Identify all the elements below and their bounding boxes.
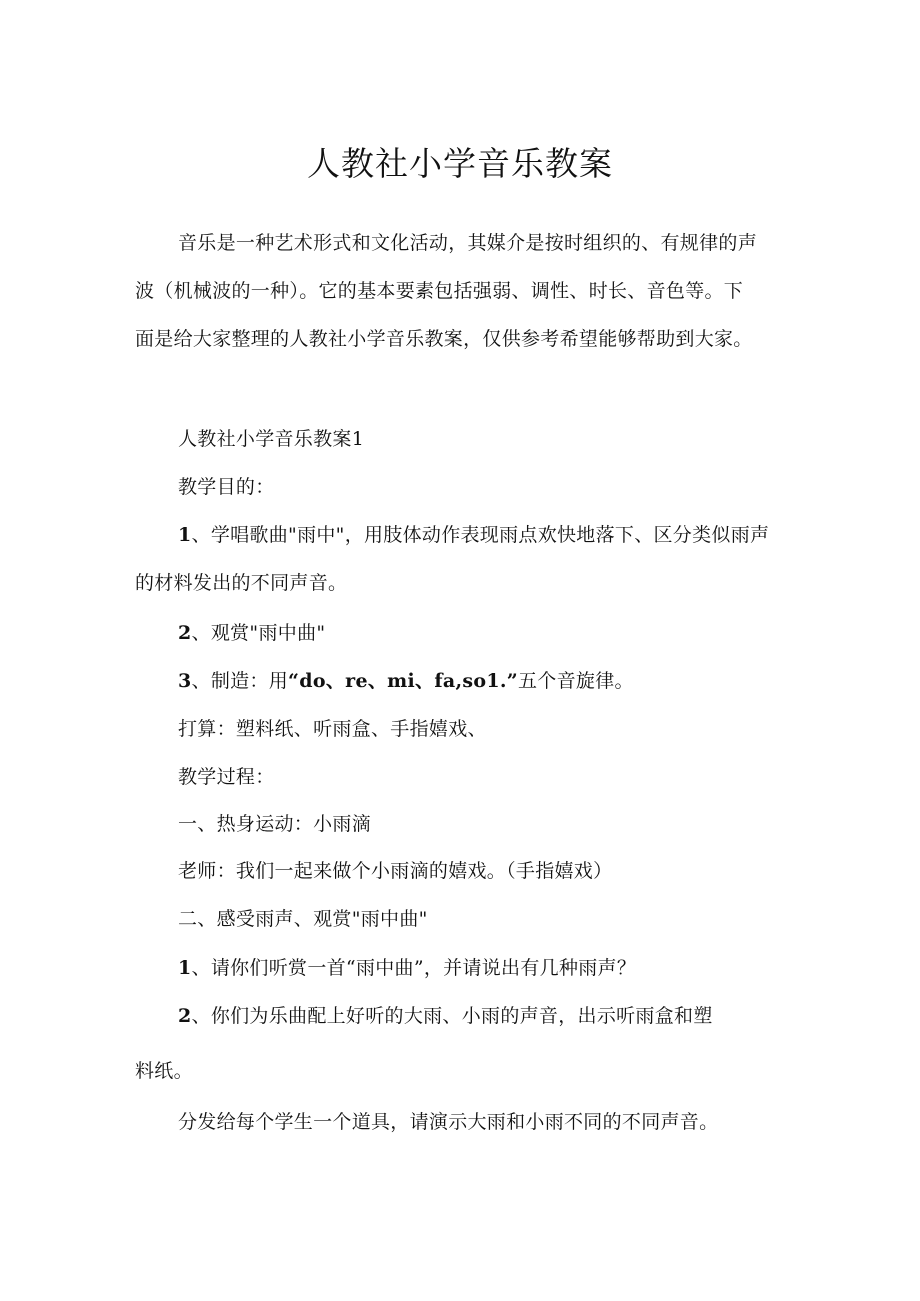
step-2-item-1-number: 1 — [178, 957, 192, 979]
goal-3 — [178, 666, 634, 693]
process-heading: 教学过程： — [178, 766, 275, 788]
goals-heading: 教学目的： — [178, 476, 275, 498]
section-heading: 人教社小学音乐教案1 — [178, 428, 365, 450]
goal-3-text-b: 五个音旋律。 — [518, 670, 634, 692]
step-2-item-1-text: 、请你们听赏一首“雨中曲”，并请说出有几种雨声？ — [191, 957, 637, 979]
goal-3-notes: “do、re、mi、fa,so1.” — [288, 670, 518, 692]
step-1-heading: 一、热身运动：小雨滴 — [178, 813, 372, 835]
goal-3-number: 3 — [178, 670, 192, 692]
goal-2-number: 2 — [178, 622, 192, 644]
document-title: 人教社小学音乐教案 — [307, 144, 613, 183]
distribute-text: 分发给每个学生一个道具，请演示大雨和小雨不同的不同声音。 — [178, 1111, 719, 1133]
step-2-heading: 二、感受雨声、观赏"雨中曲" — [178, 908, 428, 930]
step-2-item-2-continued: 料纸。 — [135, 1060, 193, 1082]
goal-2-text: 、观赏"雨中曲" — [191, 622, 326, 644]
intro-line-1: 音乐是一种艺术形式和文化活动，其媒介是按时组织的、有规律的声 — [178, 232, 758, 254]
step-2-item-2-text: 、你们为乐曲配上好听的大雨、小雨的声音，出示听雨盒和塑 — [191, 1005, 713, 1027]
goal-2 — [178, 618, 325, 645]
step-2-item-1 — [178, 953, 636, 980]
intro-line-3: 面是给大家整理的人教社小学音乐教案，仅供参考希望能够帮助到大家。 — [135, 328, 753, 350]
goal-1-text: 、学唱歌曲"雨中"，用肢体动作表现雨点欢快地落下、区分类似雨声 — [191, 524, 770, 546]
goal-1 — [178, 520, 769, 547]
step-2-item-2-number: 2 — [178, 1005, 192, 1027]
step-1-text: 老师：我们一起来做个小雨滴的嬉戏。（手指嬉戏） — [178, 860, 613, 882]
preparation: 打算：塑料纸、听雨盒、手指嬉戏、 — [178, 718, 487, 740]
goal-3-text-a: 、制造：用 — [191, 670, 289, 692]
intro-line-2: 波（机械波的一种）。它的基本要素包括强弱、调性、时长、音色等。下 — [135, 280, 744, 302]
step-2-item-2 — [178, 1001, 713, 1028]
goal-1-continued: 的材料发出的不同声音。 — [135, 572, 348, 594]
goal-1-number: 1 — [178, 524, 192, 546]
